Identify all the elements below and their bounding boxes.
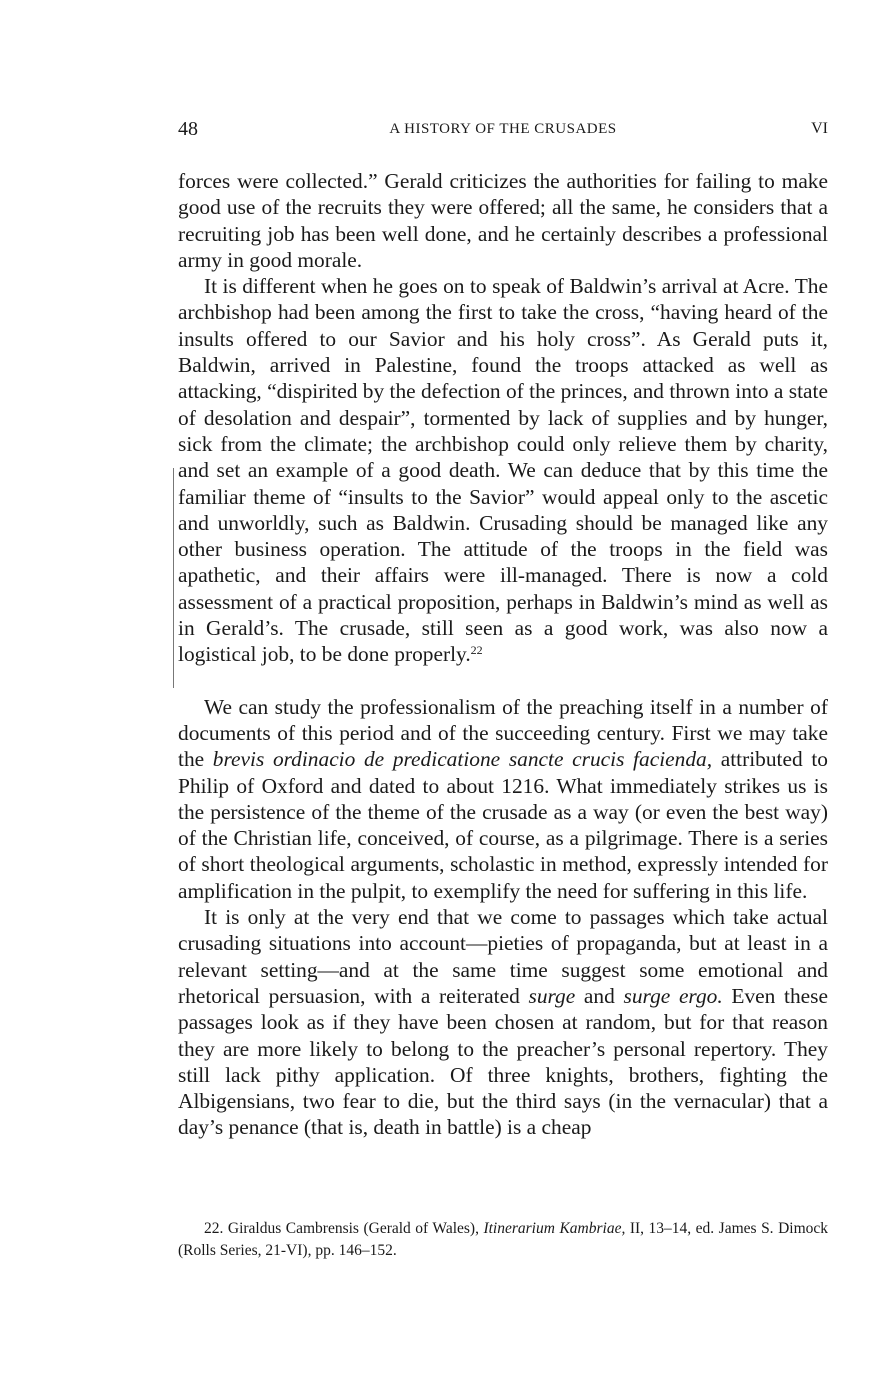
paragraph-4: It is only at the very end that we come to passages which take actual crusading situations into account—pieties of propaganda, but at least in a relevant setting—and at the same time suggest some emotional and rhetorical persuasion, with a reiterated surge and surge ergo. Even these passages look as if they have been chosen at random, but for that reason they are more likely to belong to the preacher’s personal repertory. They still lack pithy application. Of three knights, brothers, fighting the Albigensians, two fear to die, but the third says (in the vernacular) that a day’s penance (that is, death in battle) is a cheap [178,905,828,1140]
running-title: A HISTORY OF THE CRUSADES [389,121,617,137]
body-text [178,168,828,1141]
footnote-22: 22. Giraldus Cambrensis (Gerald of Wales), Itinerarium Kambriae, II, 13–14, ed. James S. Dimock (Rolls Series, 21-VI), pp. 146–152. [178,1220,829,1259]
paragraph-2: It is different when he goes on to speak of Baldwin’s arrival at Acre. The archbishop had been among the first to take the cross, “having heard of the insults offered to our Savior and his holy cross”. As Gerald puts it, Baldwin, arrived in Palestine, found the troops attacked as well as attacking, “dispirited by the defection of the princes, and thrown into a state of desolation and despair”, tormented by lack of supplies and by hunger, sick from the climate; the archbishop could only relieve them by charity, and set an example of a good death. We can deduce that by this time the familiar theme of “insults to the Savior” would appeal only to the ascetic and unworldly, such as Baldwin. Crusading should be managed like any other business operation. The attitude of the troops in the field was apathetic, and their affairs were ill-managed. There is now a cold assessment of a practical proposition, perhaps in Baldwin’s mind as well as in Gerald’s. The crusade, still seen as a good work, was also now a logistical job, to be done properly.$^{22}$ [178,274,828,667]
chapter-number: VI [811,120,828,137]
latin-title: brevis ordinacio de predicatione sancte crucis facienda, [212,747,713,772]
footnote-reference: 22 [470,643,483,658]
paragraph-1: forces were collected.” Gerald criticizes the authorities for failing to make good use of the recruits they were offered; all the same, he considers that a recruiting job has been well done, and he certainly describes a professional army in good morale. [178,169,828,272]
paragraph-3: We can study the professionalism of the preaching itself in a number of documents of this period and of the succeeding century. First we may take the brevis ordinacio de predicatione sancte crucis facienda, attributed to Philip of Oxford and dated to about 1216. What immediately strikes us is the persistence of the theme of the crusade as a way (or even the best way) of the Christian life, conceived, of course, as a pilgrimage. There is a series of short theological arguments, scholastic in method, expressly intended for amplification in the pulpit, to exemplify the need for suffering in this life. [178,694,828,903]
page-number: 48 [178,118,198,140]
page-header [178,118,828,144]
margin-annotation-line [173,468,176,688]
